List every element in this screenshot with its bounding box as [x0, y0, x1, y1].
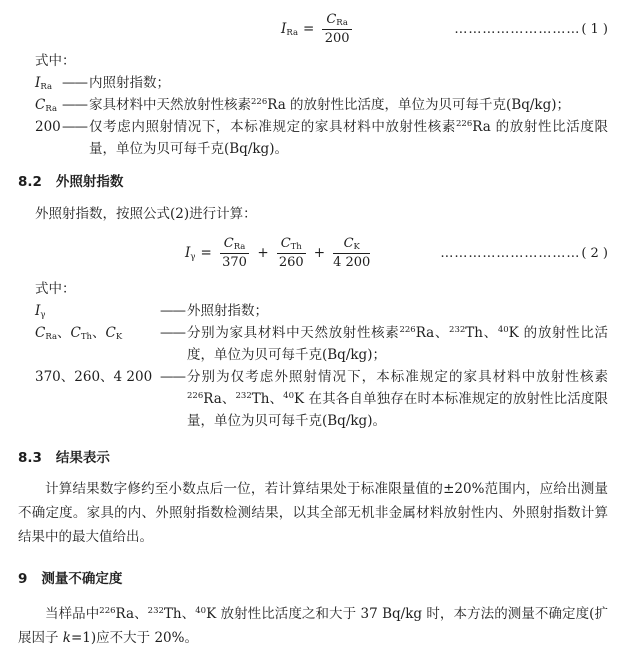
- definition-desc: 分别为家具材料中天然放射性核素$^{226}$Ra、$^{232}$Th、$^{40}$K 的放射性比活度，单位为贝可每千克(Bq/kg)；: [187, 325, 608, 363]
- definition-desc: 分别为仅考虑外照射情况下，本标准规定的家具材料中放射性核素$^{226}$Ra、$^{232}$Th、$^{40}$K 在其各自单独存在时本标准规定的放射性比活度限量，单位为贝可每千克(Bq/kg)。: [187, 369, 608, 429]
- definition-term: $C_{Ra}$: [35, 97, 58, 114]
- fraction-numerator: $C_{Ra}$: [220, 236, 250, 254]
- definition-item: [35, 116, 608, 160]
- section-8-3-paragraph: 计算结果数字修约至小数点后一位，若计算结果处于标准限量值的±20%范围内，应给出测量不确定度。家具的内、外照射指数检测结果，以其全部无机非金属材料放射性内、外照射指数计算结果中的最大值给出。: [18, 481, 608, 545]
- definition-list-1: [35, 72, 608, 160]
- fraction-numerator: $C_K$: [333, 236, 370, 254]
- section-title: 测量不确定度: [41, 571, 123, 587]
- formula-1-lhs: $I_{Ra}$: [281, 21, 299, 38]
- definition-dash: ——: [160, 325, 185, 341]
- formula-2-fraction-th: [277, 236, 306, 270]
- formula-1-fraction: [322, 12, 352, 46]
- definition-desc: 内照射指数；: [89, 75, 170, 91]
- fraction-denominator: 200: [324, 30, 350, 46]
- formula-1: [281, 12, 355, 46]
- where-label-2: 式中：: [35, 281, 76, 297]
- definition-desc: 家具材料中天然放射性核素$^{226}$Ra 的放射性比活度，单位为贝可每千克(Bq/kg)；: [89, 97, 571, 113]
- fraction-denominator: 370: [222, 254, 247, 270]
- definition-dash: ——: [62, 119, 87, 135]
- fraction-denominator: 260: [278, 254, 304, 270]
- definition-desc: 仅考虑内照射情况下，本标准规定的家具材料中放射性核素$^{226}$Ra 的放射性比活度限量，单位为贝可每千克(Bq/kg)。: [89, 119, 608, 157]
- definition-item: [35, 94, 608, 116]
- equation-number-1: ( 1 ): [581, 21, 608, 37]
- definition-dash: ——: [160, 303, 185, 319]
- definition-term: $I_\gamma$: [35, 303, 46, 320]
- section-number: 9: [18, 571, 28, 587]
- definition-term: $C_{Ra}$、$C_{Th}$、$C_K$: [35, 325, 123, 342]
- section-title: 结果表示: [55, 450, 110, 466]
- formula-2: [185, 236, 373, 270]
- section-heading-9: [18, 570, 608, 588]
- formula-2-row: [18, 232, 608, 274]
- formula-2-intro: 外照射指数，按照公式(2)进行计算：: [35, 206, 257, 222]
- definition-item: [35, 300, 608, 322]
- dotted-leader: ………………………: [454, 21, 581, 37]
- equals-sign: =: [303, 21, 315, 37]
- section-number: 8.2: [18, 174, 42, 190]
- section-title: 外照射指数: [55, 174, 124, 190]
- fraction-denominator: 4 200: [333, 254, 371, 270]
- fraction-numerator: $C_{Ra}$: [322, 12, 352, 30]
- section-9-paragraph: 当样品中$^{226}$Ra、$^{232}$Th、$^{40}$K 放射性比活度之和大于 37 Bq/kg 时，本方法的测量不确定度(扩展因子 k=1)应不大于 20%。: [18, 606, 609, 646]
- equation-number-2: ( 2 ): [581, 245, 608, 261]
- fraction-numerator: $C_{Th}$: [277, 236, 306, 254]
- section-number: 8.3: [18, 450, 42, 466]
- definition-term: 370、260、4 200: [35, 369, 153, 385]
- section-heading-8-3: [18, 449, 608, 467]
- formula-2-fraction-ra: [220, 236, 250, 270]
- definition-dash: ——: [62, 97, 87, 113]
- formula-2-lhs: $I_\gamma$: [185, 245, 196, 262]
- definition-list-2: [35, 300, 608, 432]
- plus-sign: +: [313, 245, 326, 261]
- formula-2-fraction-k: [333, 236, 370, 270]
- definition-dash: ——: [160, 369, 185, 385]
- plus-sign: +: [257, 245, 269, 261]
- formula-1-row: [18, 8, 608, 50]
- equals-sign: =: [200, 245, 212, 261]
- definition-item: [35, 366, 608, 432]
- definition-desc: 外照射指数；: [187, 303, 268, 319]
- definition-dash: ——: [62, 75, 87, 91]
- section-heading-8-2: [18, 173, 608, 191]
- definition-item: [35, 72, 608, 94]
- dotted-leader: …………………………: [440, 245, 581, 261]
- definition-item: [35, 322, 608, 366]
- definition-term: 200: [35, 119, 61, 135]
- definition-term: $I_{Ra}$: [35, 75, 53, 92]
- where-label-1: 式中：: [35, 53, 76, 69]
